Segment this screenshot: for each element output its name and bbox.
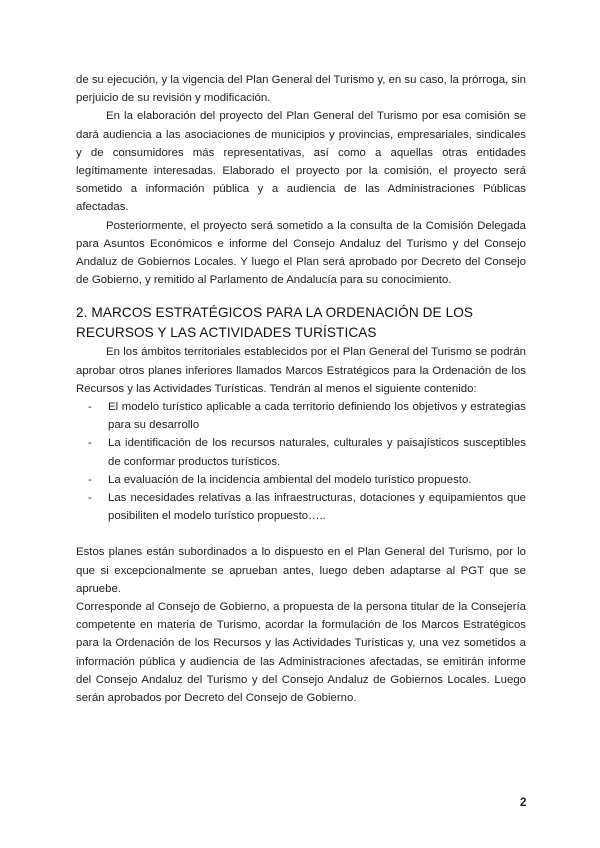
list-item [88,471,526,489]
list-item [88,398,526,434]
page-number: 2 [520,797,527,809]
list-item [88,489,526,525]
list-item-text: El modelo turístico aplicable a cada territorio definiendo los objetivos y estrategias para su desarrollo [108,401,526,432]
section-intro: En los ámbitos territoriales establecidos por el Plan General del Turismo se podrán aprobar otros planes inferiores llamados Marcos Estratégicos para la Ordenación de los Recursos y las Actividades Turísticas. Tendrán al menos el siguiente contenido: [76,346,526,395]
document-page [76,71,526,707]
content-bullet-list [76,398,526,525]
list-item-text: La identificación de los recursos naturales, culturales y paisajísticos susceptibles de conformar productos turísticos. [108,437,526,468]
paragraph-elaboration: En la elaboración del proyecto del Plan General del Turismo por esa comisión se dará audiencia a las asociaciones de municipios y provincias, empresariales, sindicales y de consumidores más representativas, así como a aquellas otras entidades legítimamente interesadas. Elaborado el proyecto por la comisión, el proyecto será sometido a información pública y a audiencia de las Administraciones Públicas afectadas. [76,110,526,214]
bullet-dash: - [88,492,92,505]
list-item-text: La evaluación de la incidencia ambiental del modelo turístico propuesto. [108,473,472,486]
spacer [76,525,526,543]
paragraph-subordination: Estos planes están subordinados a lo dispuesto en el Plan General del Turismo, por lo que si excepcionalmente se aprueban antes, luego deben adaptarse al PGT que se apruebe. [76,546,526,595]
bullet-dash: - [88,401,92,414]
paragraph-consultation: Posteriormente, el proyecto será sometido a la consulta de la Comisión Delegada para Asuntos Económicos e informe del Consejo Andaluz del Turismo y del Consejo Andaluz de Gobiernos Locales. Y luego el Plan será aprobado por Decreto del Consejo de Gobierno, y remitido al Parlamento de Andalucía para su conocimiento. [76,219,526,287]
section-heading: 2. MARCOS ESTRATÉGICOS PARA LA ORDENACIÓN DE LOS RECURSOS Y LAS ACTIVIDADES TURÍSTICAS [76,305,474,341]
bullet-dash: - [88,437,92,450]
list-item [88,434,526,470]
list-item-text: Las necesidades relativas a las infraestructuras, dotaciones y equipamientos que posibiliten el modelo turístico propuesto….. [108,492,526,523]
paragraph-continuation: de su ejecución, y la vigencia del Plan General del Turismo y, en su caso, la prórroga, sin perjuicio de su revisión y modificación. [76,74,526,105]
paragraph-formulation: Corresponde al Consejo de Gobierno, a propuesta de la persona titular de la Consejería competente en materia de Turismo, acordar la formulación de los Marcos Estratégicos para la Ordenación de los Recursos y las Actividades Turísticas y, una vez sometidos a información pública y audiencia de las Administraciones afectadas, se emitirán informe del Consejo Andaluz del Turismo y del Consejo Andaluz de Gobiernos Locales. Luego serán aprobados por Decreto del Consejo de Gobierno. [76,601,526,705]
bullet-dash: - [88,473,92,486]
